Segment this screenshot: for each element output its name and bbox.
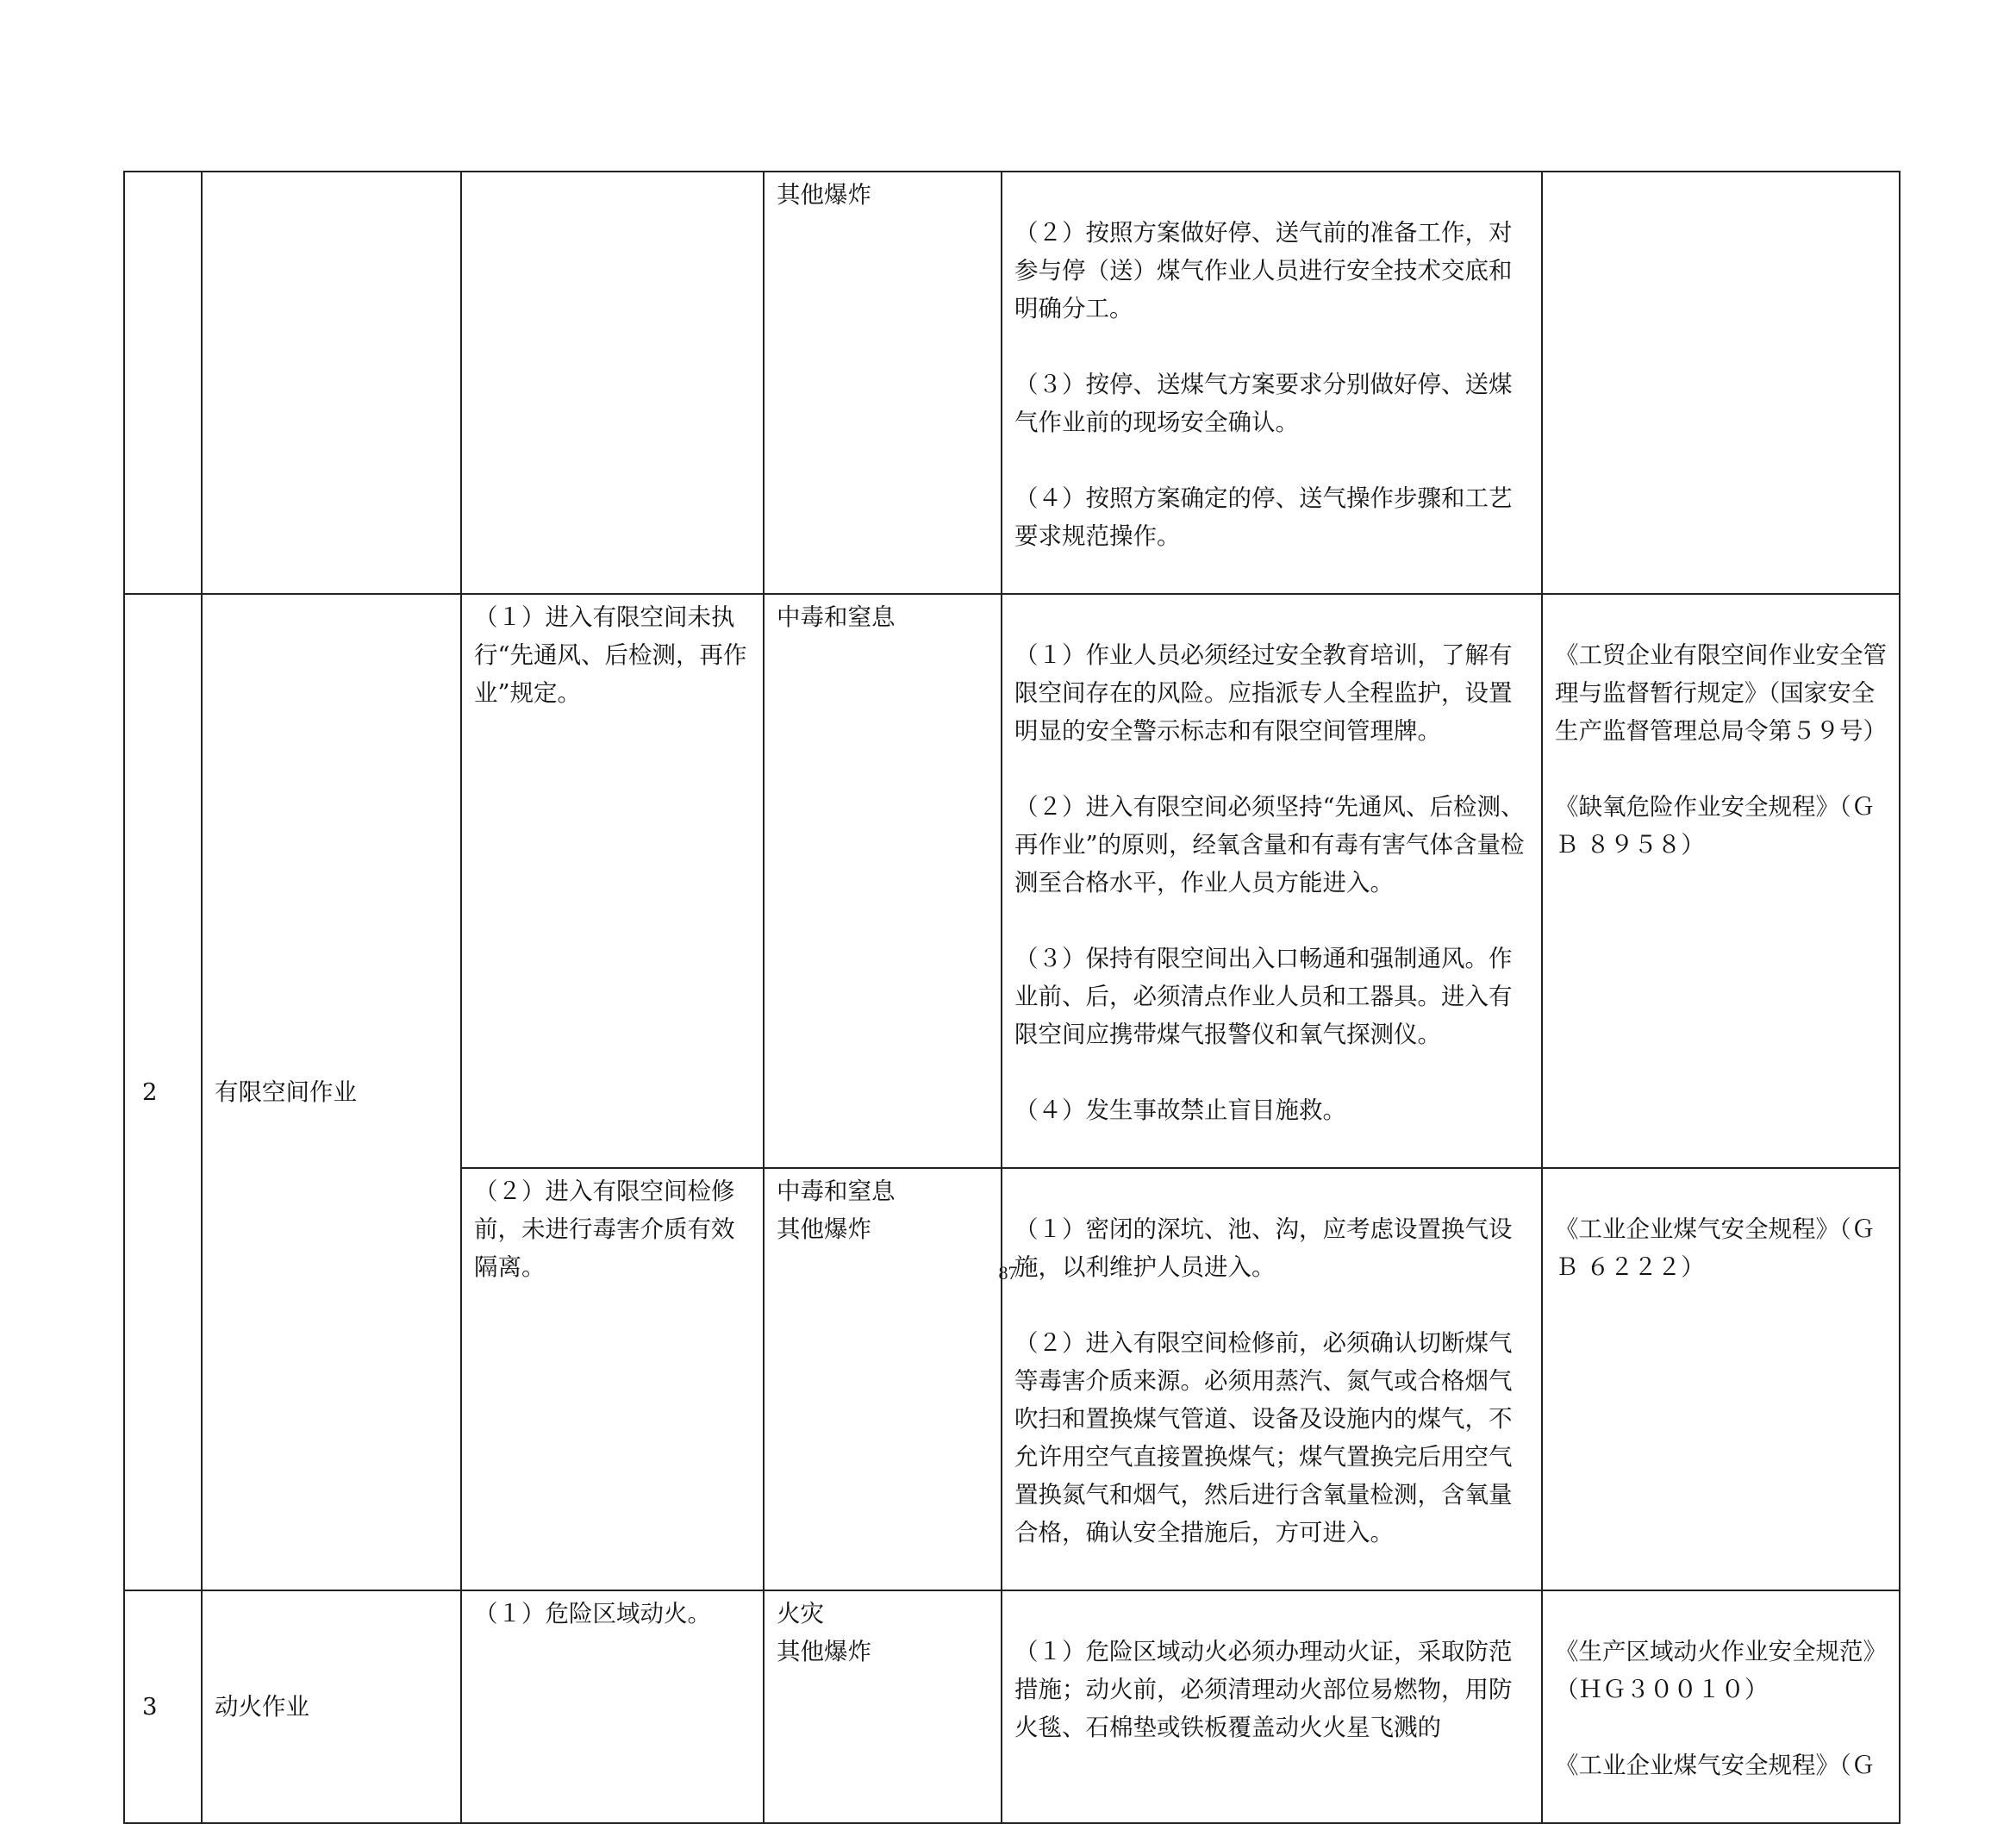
cell-measures — [1002, 172, 1542, 594]
safety-measures-table — [123, 171, 1901, 1824]
measure-item: （１）危险区域动火必须办理动火证，采取防范措施；动火前，必须清理动火部位易燃物，用防火毯、石棉垫或铁板覆盖动火火星飞溅的 — [1014, 1638, 1513, 1741]
table-row — [124, 594, 1900, 1168]
table-row — [124, 172, 1900, 594]
cell-basis — [1542, 1590, 1900, 1823]
cell-no: 2 — [124, 594, 202, 1590]
cell-risk: （２）进入有限空间检修前，未进行毒害介质有效隔离。 — [461, 1168, 764, 1590]
page-number: 87 — [998, 1262, 1018, 1284]
measure-item: （１）作业人员必须经过安全教育培训，了解有限空间存在的风险。应指派专人全程监护，设置明显的安全警示标志和有限空间管理牌。 — [1014, 641, 1513, 745]
measure-item: （２）进入有限空间检修前，必须确认切断煤气等毒害介质来源。必须用蒸汽、氮气或合格烟气吹扫和置换煤气管道、设备及设施内的煤气，不允许用空气直接置换煤气；煤气置换完后用空气置换氮气和烟气，然后进行含氧量检测，含氧量合格，确认安全措施后，方可进入。 — [1014, 1329, 1513, 1546]
cell-risk — [461, 172, 764, 594]
cell-operation — [202, 172, 461, 594]
cell-measures — [1002, 594, 1542, 1168]
basis-item: 《缺氧危险作业安全规程》（ＧＢ ８９５８） — [1555, 793, 1876, 859]
measure-item: （２）进入有限空间必须坚持“先通风、后检测、再作业”的原则，经氧含量和有毒有害气体含量检测至合格水平，作业人员方能进入。 — [1014, 793, 1525, 896]
cell-no: 3 — [124, 1590, 202, 1823]
cell-risk: （１）进入有限空间未执行“先通风、后检测，再作业”规定。 — [461, 594, 764, 1168]
measure-item: （３）保持有限空间出入口畅通和强制通风。作业前、后，必须清点作业人员和工器具。进入有限空间应携带煤气报警仪和氧气探测仪。 — [1014, 945, 1513, 1048]
cell-measures — [1002, 1590, 1542, 1823]
basis-item: 《工业企业煤气安全规程》（Ｇ — [1555, 1752, 1876, 1779]
basis-item: 《生产区域动火作业安全规范》（ＨＧ３００１０） — [1555, 1638, 1887, 1703]
cell-basis — [1542, 172, 1900, 594]
cell-hazards: 中毒和窒息 — [764, 594, 1002, 1168]
measure-item: （２）按照方案做好停、送气前的准备工作，对参与停（送）煤气作业人员进行安全技术交底和明确分工。 — [1014, 219, 1513, 322]
cell-hazards: 火灾 其他爆炸 — [764, 1590, 1002, 1823]
cell-basis — [1542, 1168, 1900, 1590]
measure-item: （３）按停、送煤气方案要求分别做好停、送煤气作业前的现场安全确认。 — [1014, 371, 1513, 436]
cell-operation: 动火作业 — [202, 1590, 461, 1823]
measure-item: （４）发生事故禁止盲目施救。 — [1014, 1096, 1346, 1124]
cell-measures — [1002, 1168, 1542, 1590]
table-row — [124, 1590, 1900, 1823]
basis-item: 《工业企业煤气安全规程》（ＧＢ ６２２２） — [1555, 1215, 1876, 1281]
measure-item: （４）按照方案确定的停、送气操作步骤和工艺要求规范操作。 — [1014, 484, 1513, 550]
cell-operation: 有限空间作业 — [202, 594, 461, 1590]
cell-risk: （１）危险区域动火。 — [461, 1590, 764, 1823]
cell-hazards: 其他爆炸 — [764, 172, 1002, 594]
basis-item: 《工贸企业有限空间作业安全管理与监督暂行规定》（国家安全生产监督管理总局令第５９号） — [1555, 641, 1887, 745]
cell-no — [124, 172, 202, 594]
cell-hazards: 中毒和窒息 其他爆炸 — [764, 1168, 1002, 1590]
measure-item: （１）密闭的深坑、池、沟，应考虑设置换气设施，以利维护人员进入。 — [1014, 1215, 1513, 1281]
cell-basis — [1542, 594, 1900, 1168]
